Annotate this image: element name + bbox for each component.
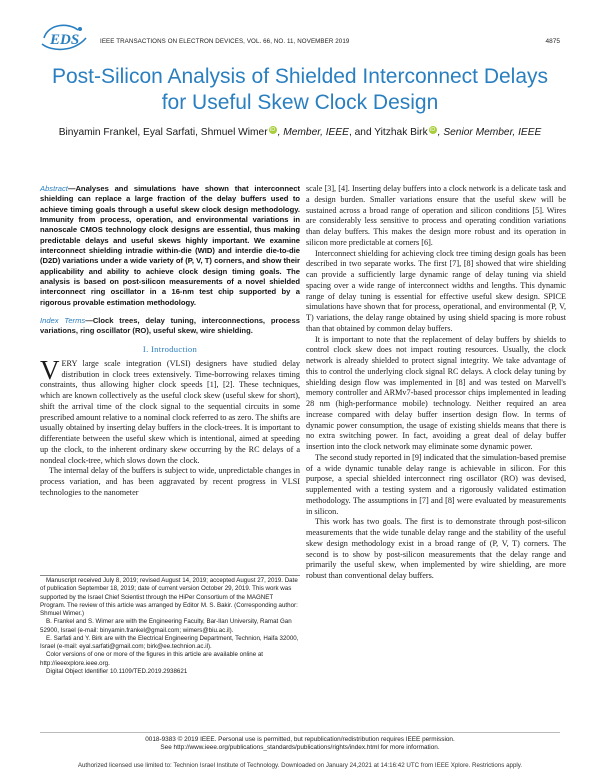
intro-body-left <box>40 354 300 499</box>
abstract-label: Abstract <box>40 184 68 193</box>
index-terms <box>40 316 300 337</box>
drop-cap: V <box>40 354 60 385</box>
intro-paragraph-7: This work has two goals. The first is to demonstrate through post-silicon measurements that the wide tunable delay range and the stability of the useful skew design methodology exist in a broad range of (P, V, T) corners. The second is to show by post-silicon measurements that the delay range and primarily the useful skew, when implemented by wire shielding, are more robust than conventional delay buffers. <box>306 517 566 580</box>
intro-paragraph-5: It is important to note that the replacement of delay buffers by shields to control clock skew does not impact routing resources. Usually, the clock network is already shielded to protect signal integrity. We take advantage of this to control the underlying clock signal RC delays. A clock delay tuning by shielding design flow was implemented in [8] and was tested on Marvell's memory controller and ARMv7-based processor chips implemented in leading 28 nm (high-performance mobile) technology. Neither required an area increase compared with delay buffer insertion design flow. In terms of dynamic power consumption, the usage of existing shields means that there is no extra switching power. In fact, avoiding a great deal of delay buffer insertion into the clock network may eliminate some dynamic power. <box>306 334 566 451</box>
section-heading-introduction: I. Introduction <box>142 343 198 354</box>
intro-paragraph-4: Interconnect shielding for achieving clock tree timing design goals has been described in two separate works. The first [7], [8] showed that wire shielding can provide a sufficiently large dynamic range of delay tuning via shield spacing over a wide range of interconnect widths and lengths. This dynamic range of delay tuning is essential for effective useful skew design. SPICE simulations have shown that for process, operational, and environmental (P, V, T) variations, the delay range obtained by using shield spacing is more robust than that obtained by common delay buffers. <box>306 248 566 333</box>
eds-society-logo <box>38 20 94 54</box>
authors-group-1: Binyamin Frankel, Eyal Sarfati, Shmuel Wimer <box>58 127 268 138</box>
intro-paragraph-6: The second study reported in [9] indicated that the simulation-based premise of a wide dynamic tunable delay range is achievable in silicon. For this purpose, a special shielded interconnect ring oscillator (RO) was devised, supplemented with a testing system and a rigorously validated estimation methodology. The assumptions in [7] and [8] were evaluated by measurements in silicon. <box>306 452 567 516</box>
orcid-icon[interactable]: iD <box>430 127 436 133</box>
page-number: 4875 <box>545 38 560 45</box>
intro-paragraph-1: VERY large scale integration (VLSI) designers have studied delay distribution in clock trees extensively. Time-borrowing relaxes timing constraints, thus allowing higher clock speeds [1], [2]. These techniques, which are known collectively as the useful clock skew (useful skew for short), shift the arrival time of the clock signal to the sequential circuits in some prescribed amount relative to a nominal clock referred to as zero. The shifts are usually obtained by inserting delay buffers in the clock-trees. It is important to differentiate between the useful skew which is intentional, aimed at speeding up the clock, to the inherent ordinary skew occurring by the RC delays of a nondeal clock-tree, which slows down the clock. <box>40 354 300 465</box>
footnote-manuscript: Manuscript received July 8, 2019; revised August 14, 2019; accepted August 27, 2019. Date of publication September 18, 2019; date of current version October 29, 2019. This work was supported by the Israel Chief Scientist through the HiPer Consortium of the MAGNET Program. The review of this article was arranged by Editor M. S. Bakir. (Corresponding author: Shmuel Wimer.) <box>40 577 298 617</box>
footnote-affiliation-1: B. Frankel and S. Wimer are with the Engineering Faculty, Bar-Ilan University, Ramat Gan 52900, Israel (e-mail: binyamin.frankel@gmail.com; wimers@biu.ac.il). <box>40 618 292 634</box>
copyright-line-2: See http://www.ieee.org/publications_standards/publications/rights/index.html for more information. <box>160 744 440 752</box>
copyright-divider <box>40 732 560 733</box>
footnote-color: Color versions of one or more of the figures in this article are available online at http://ieeexplore.ieee.org. <box>40 651 264 667</box>
copyright-line-1: 0018-9383 © 2019 IEEE. Personal use is permitted, but republication/redistribution requires IEEE permission. <box>145 736 455 743</box>
intro-paragraph-2: The internal delay of the buffers is subject to wide, unpredictable changes in process variation, and has been aggravated by recent progress in VLSI technologies to the nanometer <box>40 466 300 497</box>
author-membership-2: , Senior Member, IEEE <box>437 127 542 138</box>
author-line <box>40 126 560 138</box>
svg-text:EDS: EDS <box>50 32 80 48</box>
authors-connector: , and Yitzhak Birk <box>348 127 428 138</box>
right-column <box>306 184 566 582</box>
footnotes <box>40 577 300 676</box>
abstract-text: —Analyses and simulations have shown that interconnect shielding can replace a large fraction of the delay buffers used to achieve timing goals through a useful skew clock design methodology. Immunity from process, operation, and environmental variations in nanoscale CMOS technology clock designs are essential, thus making predictable delays and useful skews highly important. We examine interconnect shielding intradie within-die (WID) and interdie die-to-die (D2D) variations under a wide variety of (P, V, T) corners, and show their applicability and ability to achieve clock design timing goals. The analysis is based on post-silicon measurements of a novel shielded interconnect ring oscillator in a 16-nm test chip supported by a rigorous provable estimation methodology. <box>40 184 300 307</box>
orcid-icon[interactable]: iD <box>270 127 276 133</box>
footnote-divider <box>40 575 300 576</box>
index-terms-text: —Clock trees, delay tuning, interconnections, process variations, ring oscillator (RO), useful skew, wire shielding. <box>40 316 300 336</box>
copyright-notice <box>40 736 560 753</box>
footnote-affiliation-2: E. Sarfati and Y. Birk are with the Electrical Engineering Department, Technion, Haifa 32000, Israel (e-mail: eyal.sarfati@gmail.com; birk@ee.technion.ac.il). <box>40 634 299 650</box>
license-notice: Authorized licensed use limited to: Technion Israel Institute of Technology. Downloaded on January 24,2021 at 14:16:42 UTC from IEEE Xplore. Restrictions apply. <box>77 762 523 769</box>
running-head: IEEE TRANSACTIONS ON ELECTRON DEVICES, VOL. 66, NO. 11, NOVEMBER 2019 <box>100 38 350 45</box>
left-column <box>40 184 300 499</box>
index-terms-label: Index Terms <box>40 316 86 326</box>
paper-title: Post-Silicon Analysis of Shielded Interconnect Delays for Useful Skew Clock Design <box>51 65 549 114</box>
intro-paragraph-3: scale [3], [4]. Inserting delay buffers into a clock network is a delicate task and a design burden. Smaller variations ensure that the useful skew will be sustained across a broad range of operation and silicon conditions [5]. Wires are considerably less sensitive to process and operating condition variations than delay buffers. This makes the design more robust and its operation in silicon more predictable at corners [6]. <box>306 184 566 247</box>
author-membership-1: , Member, IEEE <box>277 127 349 138</box>
abstract <box>40 184 300 308</box>
footnote-doi: Digital Object Identifier 10.1109/TED.2019.2938621 <box>46 667 188 675</box>
intro-body-right <box>306 184 566 582</box>
